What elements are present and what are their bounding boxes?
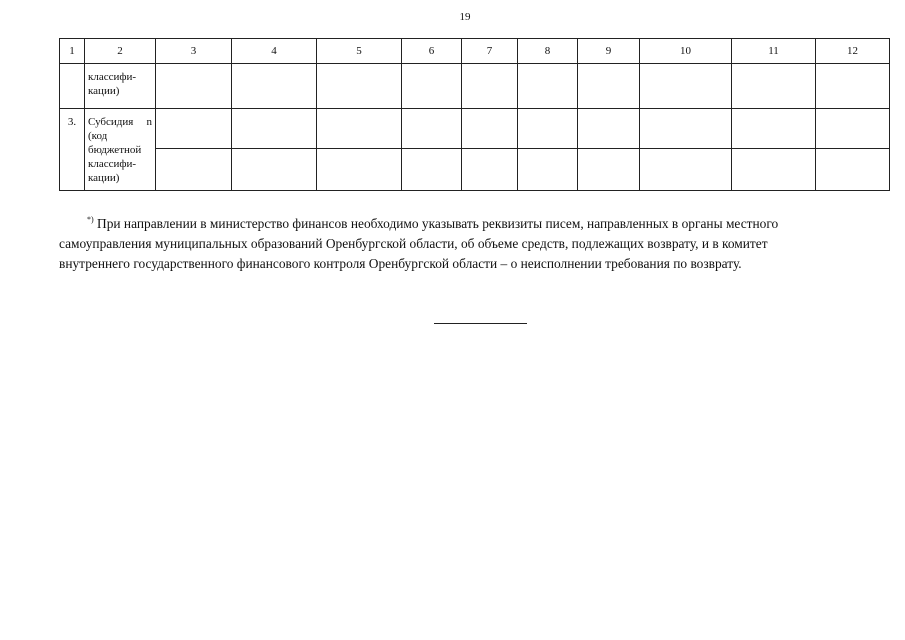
footnote-text: При направлении в министерство финансов необходимо указывать реквизиты писем, направленных в органы местного	[97, 216, 779, 231]
column-number: 1	[60, 39, 85, 64]
table-cell	[816, 64, 890, 109]
row-name-cell	[85, 109, 156, 191]
table-cell	[232, 109, 317, 149]
end-separator-line	[434, 323, 527, 324]
table-cell	[402, 149, 462, 191]
footnote-line	[59, 214, 889, 234]
column-number: 3	[156, 39, 232, 64]
table-cell	[518, 109, 578, 149]
column-number: 11	[732, 39, 816, 64]
table-cell	[317, 149, 402, 191]
row-name-line: бюджетной	[88, 144, 142, 156]
table-cell	[640, 64, 732, 109]
table-cell	[317, 64, 402, 109]
table-header-row	[60, 39, 890, 64]
footnote	[59, 214, 889, 274]
row-name-line: классифи-	[88, 158, 137, 170]
table-cell	[732, 109, 816, 149]
row-name-line: кации)	[88, 85, 120, 97]
table-cell	[462, 64, 518, 109]
table-cell	[640, 149, 732, 191]
data-table	[59, 38, 890, 191]
column-number: 5	[317, 39, 402, 64]
row-number-cell: 3.	[60, 109, 85, 191]
table-cell	[518, 149, 578, 191]
table-cell	[317, 109, 402, 149]
table-row	[60, 149, 890, 191]
table-cell	[232, 149, 317, 191]
row-name-line	[88, 115, 152, 129]
table-cell	[462, 109, 518, 149]
table-cell	[578, 109, 640, 149]
row-name-line: кации)	[88, 172, 120, 184]
row-name-line: классифи-	[88, 71, 137, 83]
column-number: 12	[816, 39, 890, 64]
table-row	[60, 109, 890, 149]
row-number-cell	[60, 64, 85, 109]
column-number: 7	[462, 39, 518, 64]
row-name-cell	[85, 64, 156, 109]
table-row	[60, 64, 890, 109]
column-number: 10	[640, 39, 732, 64]
footnote-line: внутреннего государственного финансового контроля Оренбургской области – о неисполнении требования по возврату.	[59, 256, 742, 271]
table-cell	[156, 64, 232, 109]
table-cell	[462, 149, 518, 191]
table-cell	[232, 64, 317, 109]
table-cell	[732, 149, 816, 191]
table-cell	[156, 109, 232, 149]
table-cell	[156, 149, 232, 191]
footnote-line: самоуправления муниципальных образований Оренбургской области, об объеме средств, подлежащих возврату, и в комитет	[59, 236, 768, 251]
table-cell	[640, 109, 732, 149]
table-cell	[816, 109, 890, 149]
page-number: 19	[459, 11, 471, 23]
table-cell	[578, 149, 640, 191]
row-name-word: n	[146, 116, 152, 128]
table-cell	[518, 64, 578, 109]
table-cell	[402, 64, 462, 109]
column-number: 2	[85, 39, 156, 64]
column-number: 6	[402, 39, 462, 64]
table-cell	[402, 109, 462, 149]
row-name-word: Субсидия	[88, 116, 134, 128]
column-number: 4	[232, 39, 317, 64]
column-number: 9	[578, 39, 640, 64]
column-number: 8	[518, 39, 578, 64]
table-cell	[578, 64, 640, 109]
footnote-marker: *)	[87, 215, 94, 224]
table-cell	[816, 149, 890, 191]
row-name-line: (код	[88, 130, 108, 142]
table-cell	[732, 64, 816, 109]
